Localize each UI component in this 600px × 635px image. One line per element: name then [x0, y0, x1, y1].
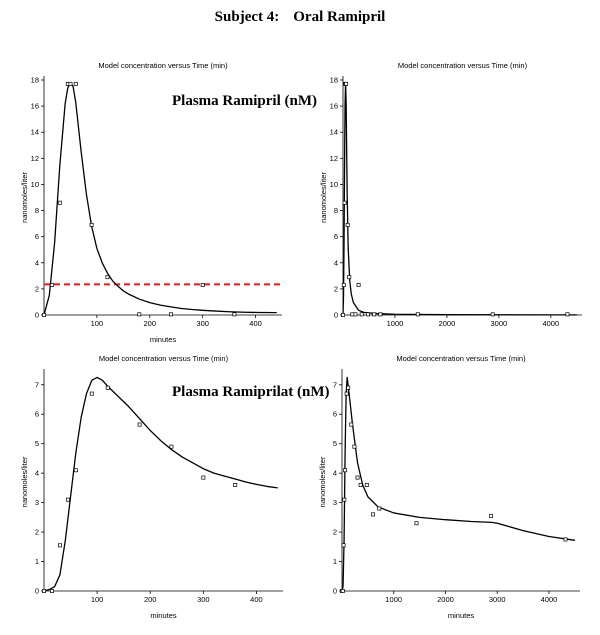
y-tick-label: 10 [30, 179, 39, 189]
observed-point [353, 445, 356, 448]
y-tick-label: 3 [332, 498, 337, 508]
x-tick-label: 200 [143, 595, 157, 604]
chart-svg [300, 55, 600, 340]
y-tick-label: 18 [30, 75, 39, 85]
y-tick-label: 16 [329, 101, 338, 111]
x-axis-label: minutes [150, 611, 177, 620]
model-curve-line [44, 83, 277, 315]
y-tick-label: 1 [332, 557, 337, 567]
y-tick-label: 6 [333, 232, 338, 242]
y-tick-label: 10 [329, 179, 338, 189]
y-tick-label: 12 [30, 153, 39, 163]
observed-point [366, 313, 369, 316]
observed-point [58, 544, 61, 547]
observed-point [379, 313, 382, 316]
observed-point [415, 522, 418, 525]
chart-title: Model concentration versus Time (min) [397, 61, 528, 70]
y-tick-label: 0 [34, 586, 39, 596]
panel-annotation-label: Plasma Ramiprilat (nM) [172, 384, 330, 400]
y-tick-label: 6 [34, 409, 39, 419]
y-tick-label: 18 [329, 75, 338, 85]
x-tick-label: 100 [90, 319, 104, 328]
observed-point [69, 82, 72, 85]
observed-point [378, 507, 381, 510]
observed-point [50, 283, 53, 286]
observed-point [345, 82, 348, 85]
page-title [0, 9, 600, 26]
observed-point [356, 476, 359, 479]
observed-point [343, 498, 346, 501]
y-tick-label: 8 [34, 206, 39, 216]
x-axis-label: minutes [149, 335, 177, 344]
chart-svg [0, 348, 330, 635]
observed-point [489, 514, 492, 517]
observed-point [371, 513, 374, 516]
observed-point [345, 392, 348, 395]
model-curve-line [342, 377, 575, 591]
observed-point [90, 223, 93, 226]
observed-point [373, 313, 376, 316]
y-tick-label: 14 [30, 127, 39, 137]
observed-point [58, 201, 61, 204]
observed-point [354, 313, 357, 316]
observed-point [90, 392, 93, 395]
x-tick-label: 1000 [385, 595, 403, 604]
observed-point [566, 313, 569, 316]
y-tick-label: 0 [332, 586, 337, 596]
y-tick-label: 2 [34, 527, 39, 537]
observed-point [344, 469, 347, 472]
y-tick-label: 3 [34, 498, 39, 508]
observed-point [348, 276, 351, 279]
y-tick-label: 4 [332, 468, 337, 478]
model-curve-line [44, 377, 278, 591]
x-tick-label: 100 [90, 595, 104, 604]
y-axis-label: nanomoles/liter [20, 172, 29, 223]
observed-point [347, 386, 350, 389]
y-tick-label: 7 [332, 380, 337, 390]
observed-point [106, 386, 109, 389]
x-tick-label: 4000 [540, 595, 558, 604]
x-tick-label: 2000 [438, 319, 456, 328]
observed-point [341, 313, 344, 316]
observed-point [169, 313, 172, 316]
chart-ramipril-full [300, 55, 600, 340]
observed-point [202, 476, 205, 479]
observed-point [564, 538, 567, 541]
x-tick-label: 200 [143, 319, 157, 328]
observed-point [365, 483, 368, 486]
observed-point [357, 283, 360, 286]
x-tick-label: 400 [250, 595, 263, 604]
y-tick-label: 14 [329, 127, 338, 137]
observed-point [351, 313, 354, 316]
y-tick-label: 7 [34, 380, 39, 390]
observed-point [201, 283, 204, 286]
chart-ramiprilat-early [0, 348, 330, 635]
observed-point [42, 313, 45, 316]
chart-svg [0, 55, 317, 344]
observed-point [50, 589, 53, 592]
y-tick-label: 2 [34, 284, 39, 294]
observed-point [343, 201, 346, 204]
x-tick-label: 300 [197, 595, 210, 604]
y-tick-label: 12 [329, 153, 338, 163]
observed-point [233, 313, 236, 316]
chart-title: Model concentration versus Time (min) [98, 61, 228, 70]
chart-ramiprilat-full [300, 348, 600, 635]
y-axis-label: nanomoles/liter [318, 456, 327, 508]
observed-point [491, 313, 494, 316]
observed-point [74, 469, 77, 472]
y-tick-label: 6 [34, 232, 39, 242]
observed-point [106, 276, 109, 279]
y-tick-label: 0 [34, 310, 39, 320]
observed-point [342, 544, 345, 547]
subject-label: Subject 4: [214, 9, 280, 25]
x-tick-label: 400 [249, 319, 262, 328]
x-tick-label: 300 [196, 319, 209, 328]
y-tick-label: 4 [333, 258, 338, 268]
x-tick-label: 4000 [542, 319, 560, 328]
y-axis-label: nanomoles/liter [319, 172, 328, 223]
observed-point [341, 589, 344, 592]
y-tick-label: 2 [333, 284, 338, 294]
observed-point [170, 445, 173, 448]
observed-point [416, 313, 419, 316]
x-tick-label: 2000 [437, 595, 454, 604]
observed-point [74, 82, 77, 85]
chart-svg [300, 348, 600, 635]
x-tick-label: 3000 [488, 595, 506, 604]
observed-point [42, 589, 45, 592]
route-label: Oral Ramipril [293, 9, 386, 25]
y-tick-label: 6 [332, 409, 337, 419]
y-tick-label: 16 [30, 101, 39, 111]
x-axis-label: minutes [447, 611, 475, 620]
observed-point [346, 223, 349, 226]
x-tick-label: 3000 [490, 319, 508, 328]
y-tick-label: 0 [333, 310, 338, 320]
observed-point [138, 313, 141, 316]
observed-point [138, 423, 141, 426]
y-tick-label: 5 [34, 439, 39, 449]
panel-annotation-label: Plasma Ramipril (nM) [172, 93, 317, 109]
observed-point [234, 483, 237, 486]
observed-point [66, 498, 69, 501]
y-tick-label: 2 [332, 527, 337, 537]
chart-title: Model concentration versus Time (min) [396, 354, 526, 363]
observed-point [359, 483, 362, 486]
x-tick-label: 1000 [386, 319, 404, 328]
observed-point [360, 313, 363, 316]
y-tick-label: 8 [333, 206, 338, 216]
y-tick-label: 4 [34, 468, 39, 478]
model-curve-line [343, 83, 577, 315]
y-tick-label: 5 [332, 439, 337, 449]
y-axis-label: nanomoles/liter [20, 456, 29, 508]
chart-ramipril-early [0, 55, 317, 344]
chart-title: Model concentration versus Time (min) [98, 354, 229, 363]
y-tick-label: 4 [34, 258, 39, 268]
y-tick-label: 1 [34, 557, 39, 567]
observed-point [350, 423, 353, 426]
observed-point [342, 283, 345, 286]
